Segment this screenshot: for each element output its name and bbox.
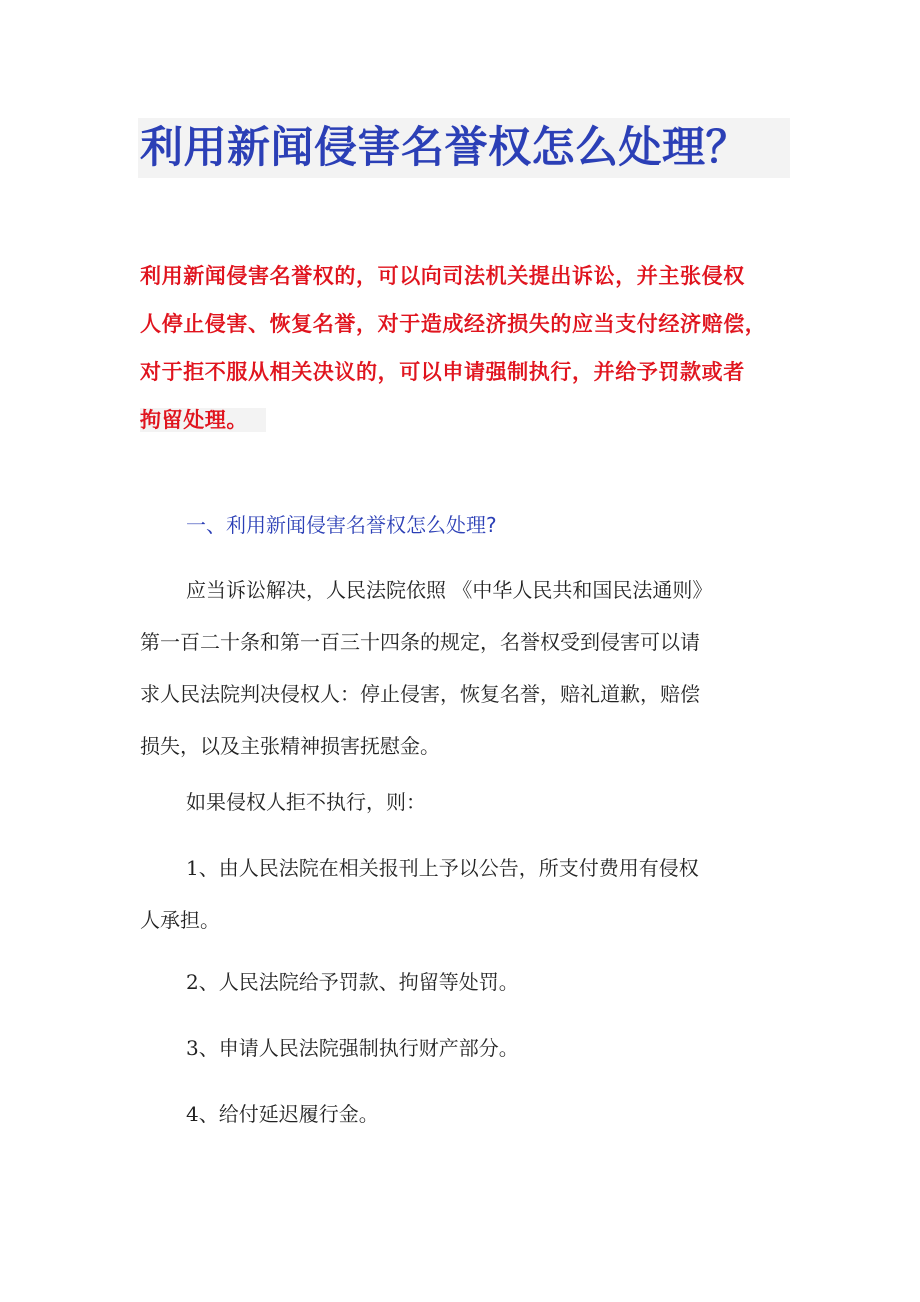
paragraph-line: 求人民法院判决侵权人：停止侵害，恢复名誉，赔礼道歉，赔偿 [140, 682, 700, 706]
paragraph-line: 应当诉讼解决，人民法院依照 《中华人民共和国民法通则》 [186, 578, 713, 602]
summary-last-highlight: 拘留处理。 [140, 408, 266, 432]
list-item-line: 3、申请人民法院强制执行财产部分。 [186, 1036, 519, 1060]
paragraph-1 [140, 564, 790, 772]
summary-line-last [140, 396, 784, 444]
paragraph-line: 损失，以及主张精神损害抚慰金。 [140, 734, 440, 758]
title-highlight [138, 118, 790, 178]
list-item-line: 4、给付延迟履行金。 [186, 1102, 379, 1126]
summary-line: 人停止侵害、恢复名誉，对于造成经济损失的应当支付经济赔偿， [140, 312, 767, 336]
paragraph-line: 如果侵权人拒不执行，则： [186, 790, 426, 814]
list-item-line: 1、由人民法院在相关报刊上予以公告，所支付费用有侵权 [186, 856, 699, 880]
list-item-line: 人承担。 [140, 908, 220, 932]
summary-line: 对于拒不服从相关决议的，可以申请强制执行，并给予罚款或者 [140, 360, 745, 384]
paragraph-2 [140, 776, 790, 828]
list-item-3 [140, 1022, 790, 1074]
paragraph-line: 第一百二十条和第一百三十四条的规定，名誉权受到侵害可以请 [140, 630, 700, 654]
list-item-line: 2、人民法院给予罚款、拘留等处罚。 [186, 970, 519, 994]
document-title: 利用新闻侵害名誉权怎么处理？ [140, 123, 749, 173]
section-heading: 一、利用新闻侵害名誉权怎么处理? [186, 513, 497, 537]
summary-line: 利用新闻侵害名誉权的，可以向司法机关提出诉讼，并主张侵权 [140, 264, 745, 288]
summary-block [140, 252, 784, 444]
list-item-1 [140, 842, 790, 946]
list-item-4 [140, 1088, 790, 1140]
list-item-2 [140, 956, 790, 1008]
